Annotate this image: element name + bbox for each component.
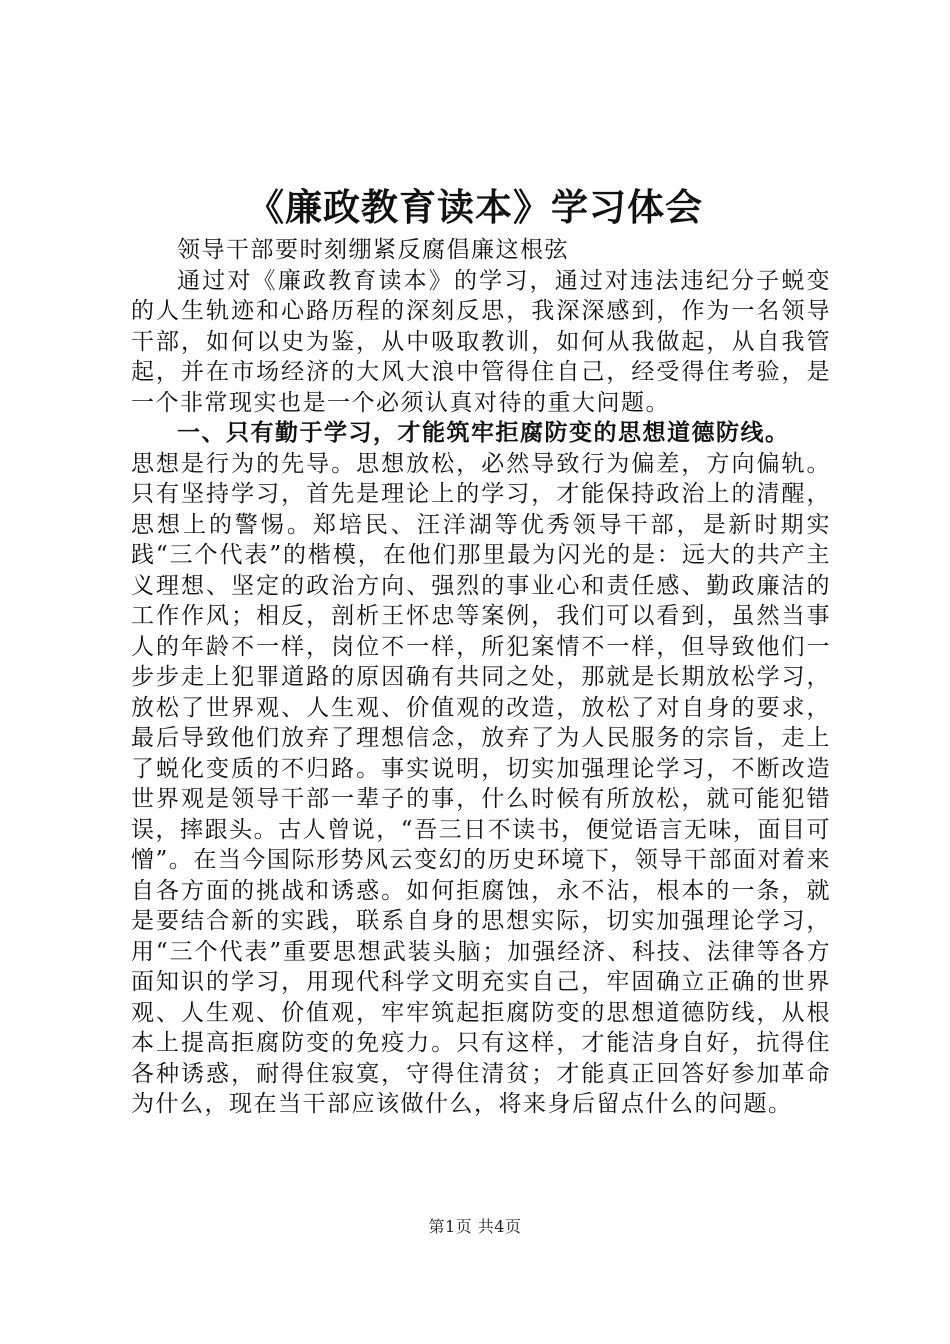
subtitle-paragraph: 领导干部要时刻绷紧反腐倡廉这根弦 xyxy=(177,237,569,263)
section-heading: 一、只有勤于学习，才能筑牢拒腐防变的思想道德防线。 xyxy=(177,420,790,446)
intro-paragraph: 通过对《廉政教育读本》的学习，通过对违法违纪分子蜕变的人生轨迹和心路历程的深刻反思，我深深感到，作为一名领导干部，如何以史为鉴，从中吸取教训，如何从我做起，从自我管起，并在市场经济的大风大浪中管得住自己，经受得住考验，是一个非常现实也是一个必须认真对待的重大问题。 xyxy=(131,267,831,416)
document-body xyxy=(131,235,831,1120)
page-footer: 第1页 共4页 xyxy=(428,1217,522,1236)
document-title: 《廉政教育读本》学习体会 xyxy=(247,186,703,229)
section-body-paragraph: 思想是行为的先导。思想放松，必然导致行为偏差，方向偏轨。只有坚持学习，首先是理论上的学习，才能保持政治上的清醒，思想上的警惕。郑培民、汪洋湖等优秀领导干部，是新时期实践“三个代表”的楷模，在他们那里最为闪光的是：远大的共产主义理想、坚定的政治方向、强烈的事业心和责任感、勤政廉洁的工作作风；相反，剖析王怀忠等案例，我们可以看到，虽然当事人的年龄不一样，岗位不一样，所犯案情不一样，但导致他们一步步走上犯罪道路的原因确有共同之处，那就是长期放松学习，放松了世界观、人生观、价值观的改造，放松了对自身的要求，最后导致他们放弃了理想信念，放弃了为人民服务的宗旨，走上了蜕化变质的不归路。事实说明，切实加强理论学习，不断改造世界观是领导干部一辈子的事，什么时候有所放松，就可能犯错误，摔跟头。古人曾说，“吾三日不读书，便觉语言无味，面目可憎”。在当今国际形势风云变幻的历史环境下，领导干部面对着来自各方面的挑战和诱惑。如何拒腐蚀，永不沾，根本的一条，就是要结合新的实践，联系自身的思想实际，切实加强理论学习，用“三个代表”重要思想武装头脑；加强经济、科技、法律等各方面知识的学习，用现代科学文明充实自己，牢固确立正确的世界观、人生观、价值观，牢牢筑起拒腐防变的思想道德防线，从根本上提高拒腐防变的免疫力。只有这样，才能洁身自好，抗得住各种诱惑，耐得住寂寞，守得住清贫；才能真正回答好参加革命为什么，现在当干部应该做什么，将来身后留点什么的问题。 xyxy=(131,450,831,1117)
